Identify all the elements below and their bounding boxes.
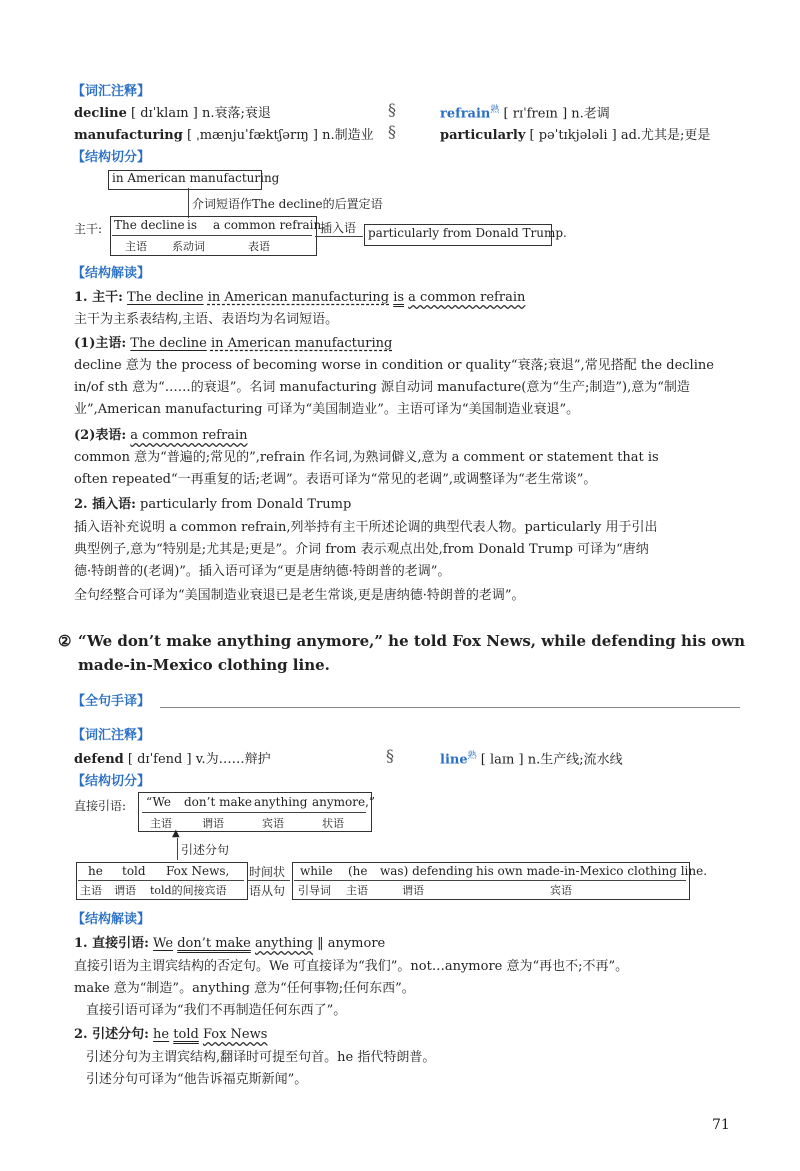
familiar-mark-icon: 熟 bbox=[467, 751, 477, 761]
analysis-subject: The decline bbox=[127, 290, 204, 305]
vocab-item-particularly bbox=[440, 124, 710, 143]
report-role: 主语 bbox=[80, 884, 102, 897]
paragraph: in/of sth 意为“……的衰退”。名词 manufacturing 源自动词 manufacture(意为“生产;制造”),意为“制造 bbox=[74, 380, 690, 395]
direct-word: anything bbox=[254, 795, 308, 809]
role-predicative: 表语 bbox=[248, 240, 270, 253]
paragraph-summary: 全句经整合可译为“美国制造业衰退已是老生常谈,更是唐纳德·特朗普的老调”。 bbox=[74, 588, 525, 603]
analysis-object: Fox News bbox=[202, 1027, 268, 1042]
analysis-subject-line bbox=[74, 332, 392, 351]
paragraph: 直接引语可译为“我们不再制造任何东西了”。 bbox=[86, 1003, 347, 1018]
paragraph: 直接引语为主谓宾结构的否定句。We 可直接译为“我们”。not…anymore 意为“再也不;不再”。 bbox=[74, 959, 629, 974]
analysis-object: anything bbox=[255, 936, 313, 951]
vocab-title: 【词汇注释】 bbox=[72, 84, 151, 99]
direct-word: don’t make bbox=[184, 795, 252, 809]
arrow-up-icon: ▲ bbox=[172, 828, 180, 839]
direct-label: 直接引语: bbox=[74, 799, 127, 813]
paragraph: 业”,American manufacturing 可译为“美国制造业”。主语可译为“美国制造业衰退”。 bbox=[74, 402, 580, 417]
vocab-def: v.为……辩护 bbox=[195, 752, 271, 767]
role-verb: 系动词 bbox=[172, 240, 205, 253]
main-word-subject: The decline bbox=[114, 218, 185, 232]
analysis-direct-line bbox=[74, 932, 385, 951]
adv-role: 主语 bbox=[346, 884, 368, 897]
double-bar-icon: ‖ bbox=[317, 936, 324, 951]
main-word-verb: is bbox=[187, 218, 197, 232]
adv-word: (he bbox=[348, 864, 368, 878]
vocab-item-manufacturing bbox=[74, 124, 374, 143]
paragraph: 典型例子,意为“特别是;尤其是;更是”。介词 from 表示观点出处,from Donald Trump 可译为“唐纳 bbox=[74, 542, 649, 557]
analysis-insert: particularly from Donald Trump bbox=[140, 497, 352, 512]
vocab-phonetic: [ dɪˈfend ] bbox=[127, 752, 192, 767]
paragraph: 引述分句为主谓宾结构,翻译时可提至句首。he 指代特朗普。 bbox=[86, 1050, 436, 1065]
translation-writing-line[interactable] bbox=[160, 707, 740, 708]
report-divider bbox=[78, 880, 244, 881]
analysis-title: 【结构解读】 bbox=[72, 912, 151, 927]
structure-title: 【结构切分】 bbox=[72, 774, 151, 789]
vocab-item-line bbox=[440, 748, 623, 767]
report-word: he bbox=[88, 864, 103, 878]
adv-word: was) defending bbox=[380, 864, 474, 878]
sentence-line-2: made-in-Mexico clothing line. bbox=[78, 656, 330, 674]
paragraph: common 意为“普遍的;常见的”,refrain 作名词,为熟词僻义,意为 a comment or statement that is bbox=[74, 450, 659, 465]
main-label: 主干: bbox=[74, 222, 103, 236]
adv-label: 时间状 bbox=[249, 865, 286, 879]
analysis-subject: he bbox=[153, 1027, 170, 1042]
vocab-phonetic: [ laɪn ] bbox=[480, 752, 524, 768]
vocab-item-decline bbox=[74, 102, 271, 121]
main-word-predicative: a common refrain, bbox=[213, 218, 325, 232]
analysis-head: 1. 直接引语: bbox=[74, 936, 149, 951]
analysis-verb: told bbox=[173, 1027, 199, 1042]
page-number: 71 bbox=[712, 1117, 730, 1133]
insert-text: particularly from Donald Trump. bbox=[368, 226, 567, 240]
vocab-def: n.制造业 bbox=[322, 128, 374, 143]
direct-role: 状语 bbox=[322, 817, 344, 830]
direct-word: anymore,” bbox=[312, 795, 376, 809]
separator-icon: § bbox=[388, 122, 396, 141]
sentence-number: ② bbox=[58, 632, 72, 650]
direct-role: 谓语 bbox=[202, 817, 224, 830]
report-role: told的间接宾语 bbox=[150, 884, 227, 897]
analysis-head: 2. 插入语: bbox=[74, 497, 136, 512]
vocab-def: n.老调 bbox=[571, 106, 610, 122]
adv-label: 语从句 bbox=[249, 884, 286, 898]
paragraph: 插入语补充说明 a common refrain,列举持有主干所述论调的典型代表人物。particularly 用于引出 bbox=[74, 520, 658, 535]
analysis-subject: We bbox=[153, 936, 174, 951]
analysis-predicative-line bbox=[74, 424, 248, 443]
adv-connector bbox=[248, 880, 290, 881]
translate-title: 【全句手译】 bbox=[72, 694, 151, 709]
vocab-title: 【词汇注释】 bbox=[72, 728, 151, 743]
paragraph: decline 意为 the process of becoming worse in condition or quality“衰落;衰退”,常见搭配 the decline bbox=[74, 358, 714, 373]
vocab-phonetic: [ pəˈtɪkjələli ] bbox=[529, 128, 617, 143]
paragraph: often repeated“一再重复的话;老调”。表语可译为“常见的老调”,或调整译为“老生常谈”。 bbox=[74, 472, 597, 487]
analysis-head: 1. 主干: bbox=[74, 290, 123, 305]
vocab-phonetic: [ rɪˈfreɪn ] bbox=[503, 106, 568, 122]
analysis-predicative: a common refrain bbox=[408, 290, 526, 305]
analysis-subject: The decline bbox=[130, 336, 207, 351]
vocab-word: particularly bbox=[440, 128, 526, 143]
analysis-head: (1)主语: bbox=[74, 336, 127, 351]
direct-role: 主语 bbox=[150, 817, 172, 830]
vocab-word: decline bbox=[74, 106, 127, 121]
role-subject: 主语 bbox=[125, 240, 147, 253]
vocab-word: manufacturing bbox=[74, 128, 183, 143]
paragraph: make 意为“制造”。anything 意为“任何事物;任何东西”。 bbox=[74, 981, 415, 996]
structure-title: 【结构切分】 bbox=[72, 150, 151, 165]
adv-role: 引导词 bbox=[298, 884, 331, 897]
analysis-modifier: in American manufacturing bbox=[207, 290, 390, 305]
modifier-note: 介词短语作The decline的后置定语 bbox=[192, 197, 383, 211]
adv-word: while bbox=[300, 864, 333, 878]
vocab-def: ad.尤其是;更是 bbox=[620, 128, 711, 143]
analysis-modifier: in American manufacturing bbox=[210, 336, 393, 351]
insert-connector-2 bbox=[327, 236, 363, 237]
report-role: 谓语 bbox=[114, 884, 136, 897]
vocab-word: refrain bbox=[440, 106, 491, 122]
adv-role: 谓语 bbox=[402, 884, 424, 897]
analysis-verb: is bbox=[393, 290, 405, 305]
paragraph: 主干为主系表结构,主语、表语均为名词短语。 bbox=[74, 312, 339, 327]
separator-icon: § bbox=[388, 100, 396, 119]
report-connector bbox=[177, 838, 178, 860]
direct-role: 宾语 bbox=[262, 817, 284, 830]
vocab-def: n.衰落;衰退 bbox=[201, 106, 271, 121]
adv-role: 宾语 bbox=[550, 884, 572, 897]
vocab-def: n.生产线;流水线 bbox=[527, 752, 623, 768]
direct-word: “We bbox=[146, 795, 171, 809]
analysis-main bbox=[74, 286, 525, 305]
insert-connector bbox=[315, 236, 327, 237]
modifier-text: in American manufacturing bbox=[112, 171, 280, 185]
vocab-item-refrain bbox=[440, 102, 610, 121]
direct-divider bbox=[142, 812, 366, 813]
analysis-head: (2)表语: bbox=[74, 428, 127, 443]
modifier-connector bbox=[188, 188, 189, 218]
adv-divider bbox=[294, 880, 686, 881]
analysis-head: 2. 引述分句: bbox=[74, 1027, 149, 1042]
report-note: 引述分句 bbox=[181, 843, 230, 857]
paragraph: 德·特朗普的(老调)”。插入语可译为“更是唐纳德·特朗普的老调”。 bbox=[74, 564, 451, 579]
sentence-line-1: “We don’t make anything anymore,” he told Fox News, while defending his own bbox=[78, 632, 746, 650]
analysis-verb: don’t make bbox=[177, 936, 251, 951]
main-divider bbox=[112, 235, 312, 236]
insert-label: 插入语 bbox=[320, 221, 357, 235]
report-word: told bbox=[122, 864, 146, 878]
analysis-report-line bbox=[74, 1023, 267, 1042]
vocab-word: line bbox=[440, 752, 468, 768]
familiar-mark-icon: 熟 bbox=[490, 105, 500, 115]
paragraph: 引述分句可译为“他告诉福克斯新闻”。 bbox=[86, 1072, 308, 1087]
analysis-predicative: a common refrain bbox=[130, 428, 248, 443]
report-word: Fox News, bbox=[166, 864, 230, 878]
analysis-adverbial: anymore bbox=[327, 936, 386, 951]
adv-word: his own made-in-Mexico clothing line. bbox=[476, 864, 708, 878]
analysis-insert-line bbox=[74, 493, 351, 512]
vocab-word: defend bbox=[74, 752, 124, 767]
analysis-title: 【结构解读】 bbox=[72, 266, 151, 281]
vocab-item-defend bbox=[74, 748, 271, 767]
vocab-phonetic: [ ˌmænjuˈfæktʃərɪŋ ] bbox=[186, 128, 318, 143]
vocab-phonetic: [ dɪˈklaɪn ] bbox=[131, 106, 198, 121]
separator-icon: § bbox=[386, 746, 394, 765]
